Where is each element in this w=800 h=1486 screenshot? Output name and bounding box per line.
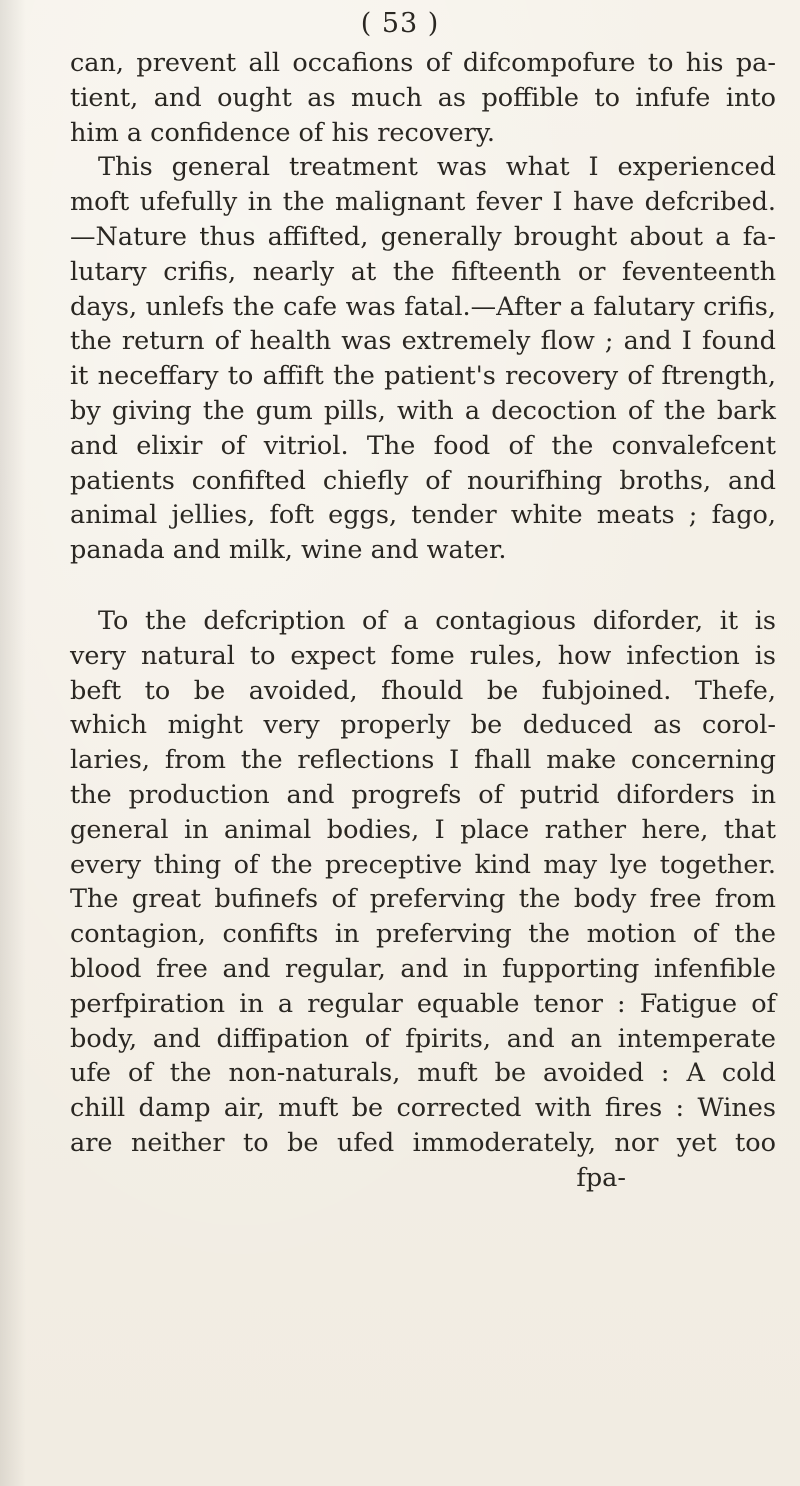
text-line: perfpiration in a regular equable tenor : Fatigue of [70, 988, 776, 1019]
paragraph-1 [70, 46, 776, 568]
text-line: blood free and regular, and in fupporting infenfible [70, 953, 776, 984]
text-line: animal jellies, foft eggs, tender white meats ; fago, [70, 500, 776, 531]
text-line: him a confidence of his recovery. [70, 117, 495, 148]
text-line: the production and progrefs of putrid diforders in [70, 779, 776, 810]
text-line: chill damp air, muft be corrected with fires : Wines [70, 1093, 776, 1124]
text-line: which might very properly be deduced as corol- [70, 710, 776, 741]
page-number: ( 53 ) [360, 8, 440, 39]
text-line: ufe of the non-naturals, muft be avoided : A cold [70, 1058, 776, 1089]
text-line: general in animal bodies, I place rather here, that [70, 814, 776, 845]
text-line: To the defcription of a contagious diforder, it is [98, 605, 776, 636]
text-line: can, prevent all occafions of difcompofure to his pa- [70, 48, 776, 78]
text-line: patients confifted chiefly of nourifhing broths, and [70, 465, 776, 496]
text-line: contagion, confifts in preferving the motion of the [70, 919, 776, 950]
body-text [70, 46, 776, 1196]
text-line: —Nature thus affifted, generally brought about a fa- [70, 221, 776, 252]
text-line: are neither to be ufed immoderately, nor yet too [70, 1127, 776, 1158]
text-line: every thing of the preceptive kind may lye together. [70, 849, 776, 880]
text-line: days, unlefs the cafe was fatal.—After a falutary crifis, [70, 291, 776, 322]
binding-shadow [0, 0, 26, 1486]
text-line: the return of health was extremely flow ; and I found [70, 326, 776, 357]
paragraph-spacer [70, 568, 776, 604]
paragraph-2 [70, 604, 776, 1161]
catchword: fpa- [576, 1162, 626, 1193]
text-line: tient, and ought as much as poffible to infufe into [70, 82, 776, 113]
text-line: moft ufefully in the malignant fever I have defcribed. [70, 187, 776, 218]
text-line: beft to be avoided, fhould be fubjoined. Thefe, [70, 675, 776, 706]
text-line: This general treatment was what I experienced [98, 152, 776, 183]
text-line: very natural to expect fome rules, how infection is [70, 640, 776, 671]
text-line: it neceffary to affift the patient's recovery of ftrength, [70, 361, 776, 392]
text-line: The great bufinefs of preferving the body free from [70, 884, 776, 915]
text-line: and elixir of vitriol. The food of the convalefcent [70, 430, 776, 461]
text-line: panada and milk, wine and water. [70, 535, 507, 566]
text-line: by giving the gum pills, with a decoction of the bark [70, 395, 776, 426]
text-line: body, and diffipation of fpirits, and an intemperate [70, 1023, 776, 1054]
text-line: lutary crifis, nearly at the fifteenth or feventeenth [70, 256, 776, 287]
text-line: laries, from the reflections I fhall make concerning [70, 745, 776, 776]
